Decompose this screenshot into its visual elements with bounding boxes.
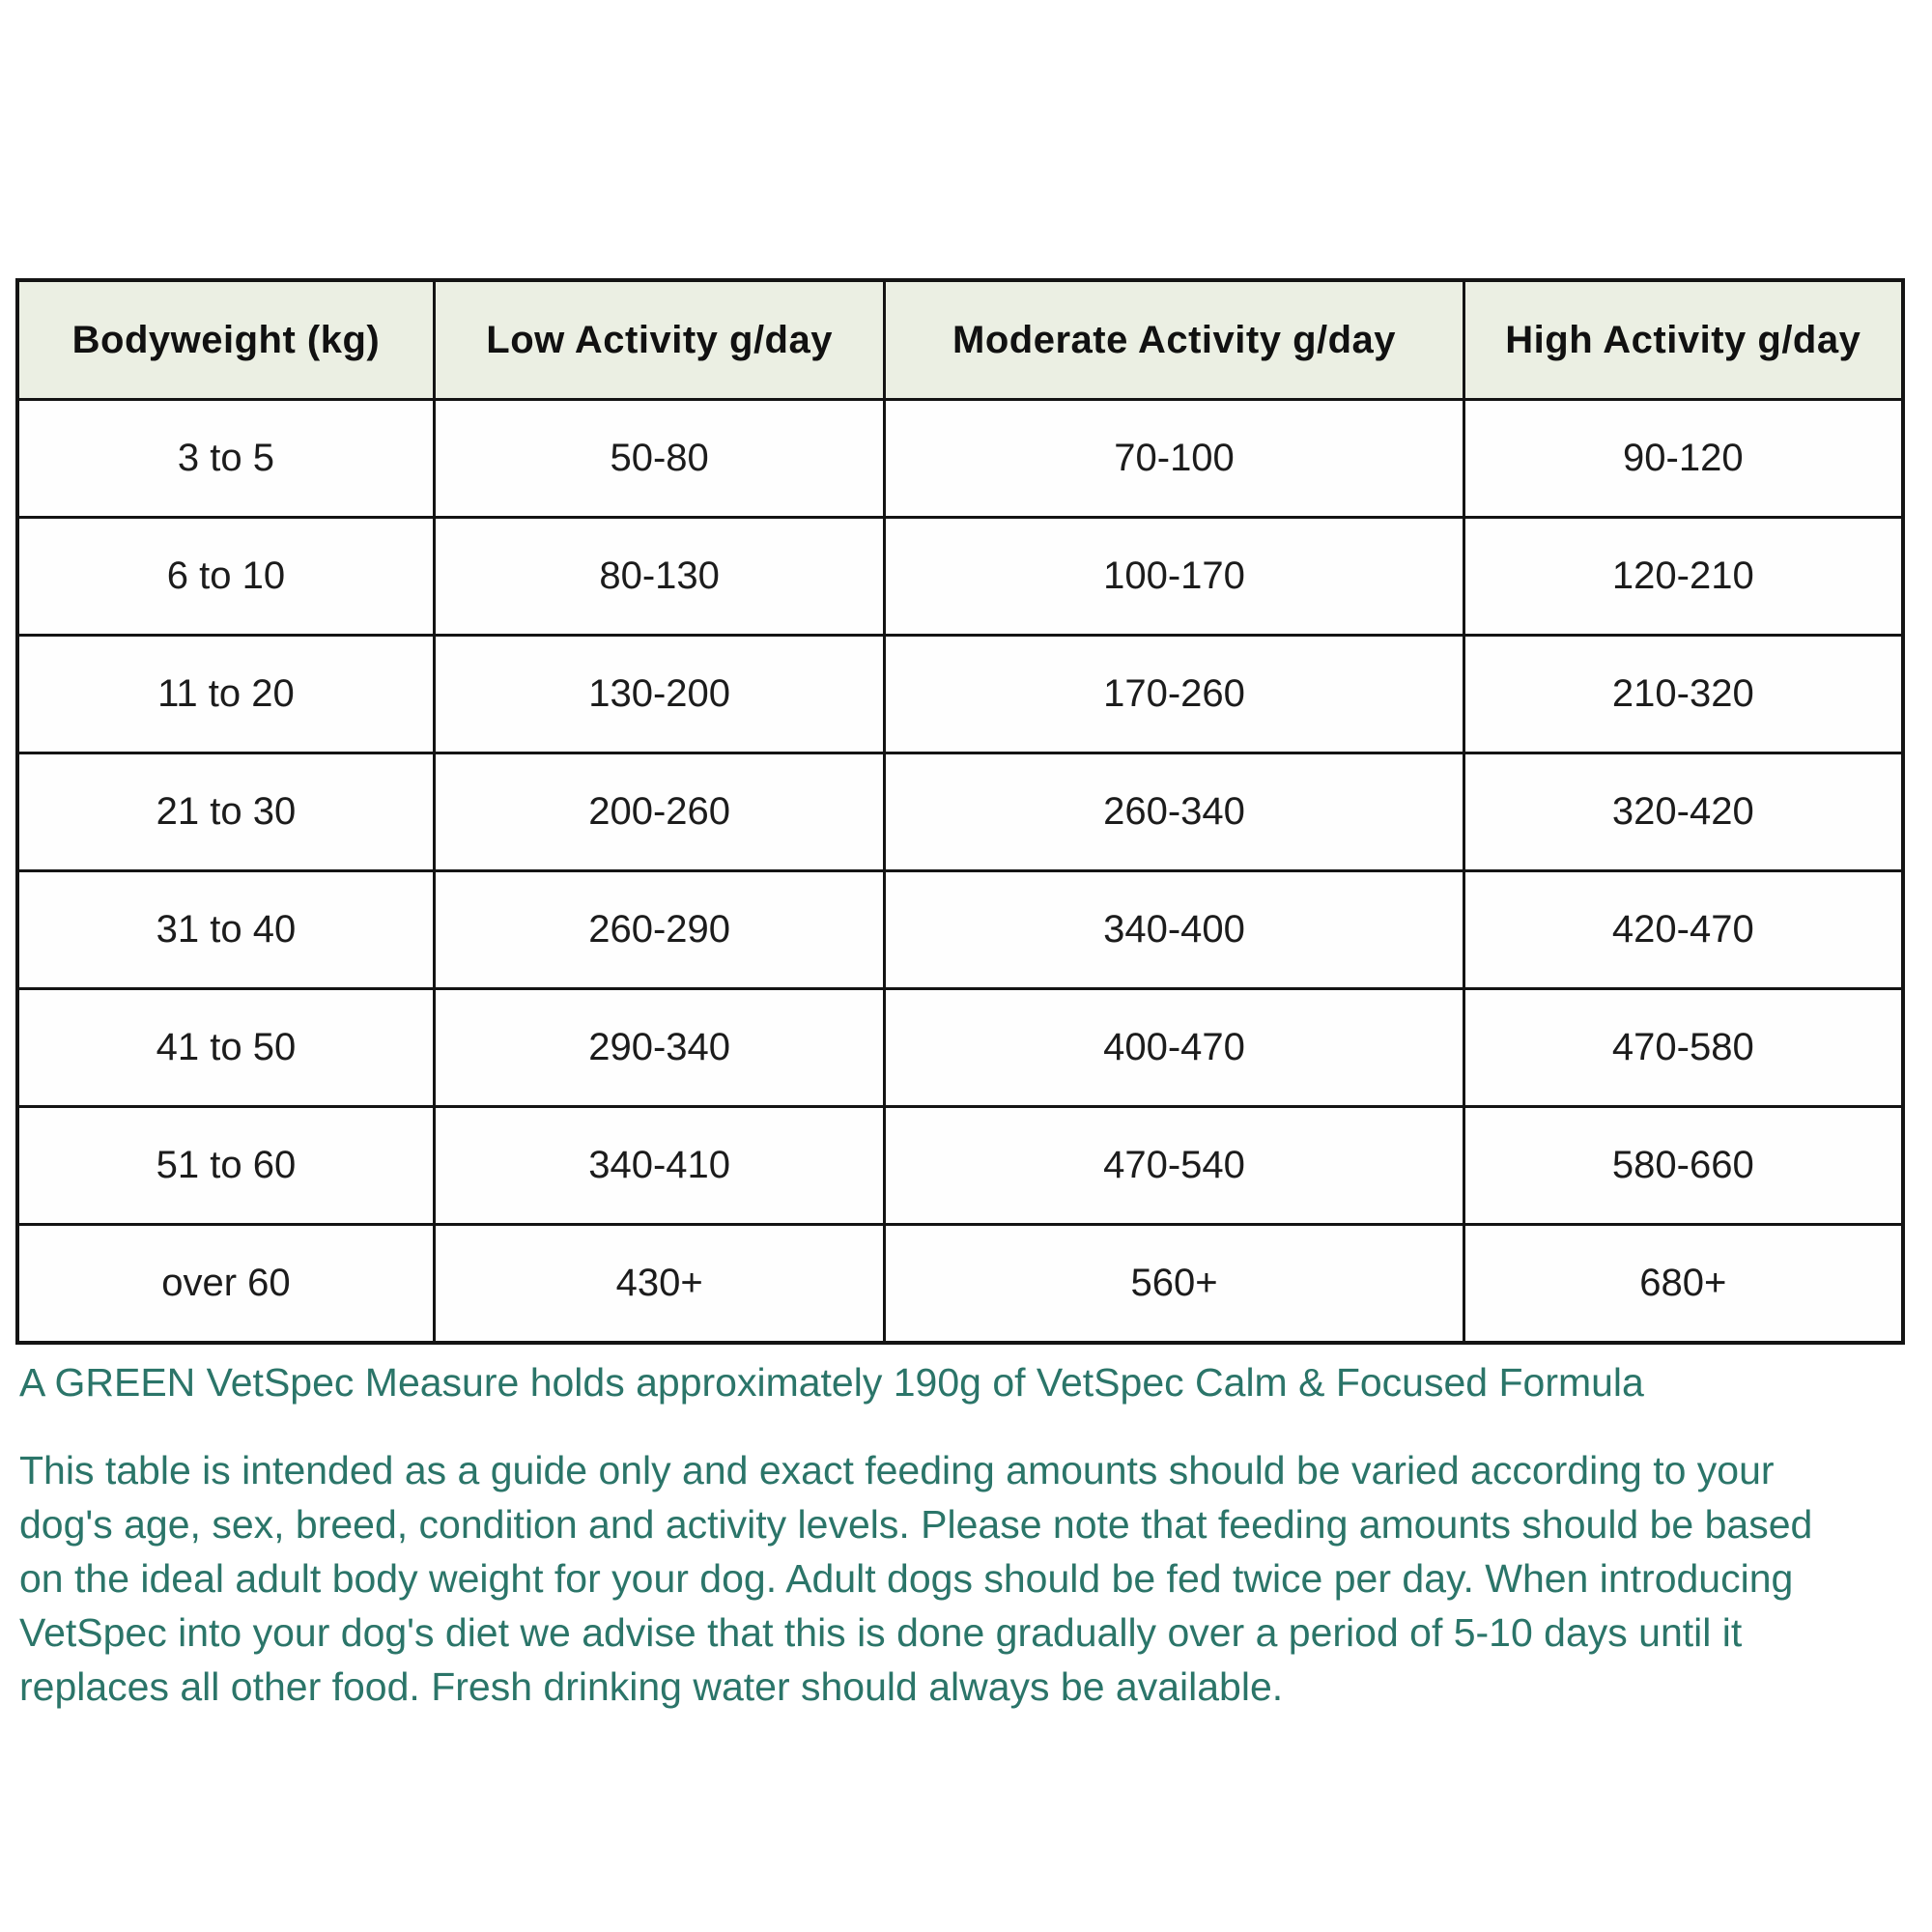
- col-header-bodyweight: Bodyweight (kg): [17, 280, 434, 400]
- cell-moderate-activity: 170-260: [885, 636, 1463, 753]
- cell-bodyweight: 31 to 40: [17, 871, 434, 989]
- col-header-moderate-activity: Moderate Activity g/day: [885, 280, 1463, 400]
- cell-bodyweight: 11 to 20: [17, 636, 434, 753]
- cell-low-activity: 50-80: [434, 400, 885, 518]
- table-row: [17, 400, 1903, 518]
- cell-low-activity: 260-290: [434, 871, 885, 989]
- cell-high-activity: 210-320: [1463, 636, 1903, 753]
- cell-bodyweight: 41 to 50: [17, 989, 434, 1107]
- cell-low-activity: 130-200: [434, 636, 885, 753]
- cell-high-activity: 580-660: [1463, 1107, 1903, 1225]
- feeding-guide-table: [15, 278, 1905, 1345]
- table-row: [17, 636, 1903, 753]
- cell-high-activity: 420-470: [1463, 871, 1903, 989]
- cell-moderate-activity: 400-470: [885, 989, 1463, 1107]
- table-row: [17, 753, 1903, 871]
- table-row: [17, 1225, 1903, 1344]
- cell-moderate-activity: 560+: [885, 1225, 1463, 1344]
- cell-low-activity: 290-340: [434, 989, 885, 1107]
- cell-high-activity: 470-580: [1463, 989, 1903, 1107]
- cell-bodyweight: 21 to 30: [17, 753, 434, 871]
- cell-moderate-activity: 100-170: [885, 518, 1463, 636]
- cell-low-activity: 200-260: [434, 753, 885, 871]
- cell-low-activity: 340-410: [434, 1107, 885, 1225]
- feeding-guide-note: This table is intended as a guide only and exact feeding amounts should be varied according to your dog's age, sex, breed, condition and activity levels. Please note that feeding amounts should be based on the ideal adult body weight for your dog. Adult dogs should be fed twice per day. When introducing VetSpec into your dog's diet we advise that this is done gradually over a period of 5-10 days until it replaces all other food. Fresh drinking water should always be available.: [19, 1448, 1813, 1709]
- cell-bodyweight: 3 to 5: [17, 400, 434, 518]
- cell-high-activity: 120-210: [1463, 518, 1903, 636]
- cell-moderate-activity: 70-100: [885, 400, 1463, 518]
- table-row: [17, 989, 1903, 1107]
- cell-moderate-activity: 470-540: [885, 1107, 1463, 1225]
- cell-low-activity: 430+: [434, 1225, 885, 1344]
- feeding-guide-sheet: [15, 278, 1905, 1714]
- cell-bodyweight: 51 to 60: [17, 1107, 434, 1225]
- cell-bodyweight: 6 to 10: [17, 518, 434, 636]
- col-header-high-activity: High Activity g/day: [1463, 280, 1903, 400]
- cell-high-activity: 680+: [1463, 1225, 1903, 1344]
- table-row: [17, 1107, 1903, 1225]
- cell-moderate-activity: 260-340: [885, 753, 1463, 871]
- table-row: [17, 518, 1903, 636]
- cell-bodyweight: over 60: [17, 1225, 434, 1344]
- col-header-low-activity: Low Activity g/day: [434, 280, 885, 400]
- cell-low-activity: 80-130: [434, 518, 885, 636]
- table-row: [17, 871, 1903, 989]
- header-row: [17, 280, 1903, 400]
- cell-high-activity: 90-120: [1463, 400, 1903, 518]
- cell-high-activity: 320-420: [1463, 753, 1903, 871]
- measure-note: A GREEN VetSpec Measure holds approximately 190g of VetSpec Calm & Focused Formula: [19, 1360, 1644, 1405]
- cell-moderate-activity: 340-400: [885, 871, 1463, 989]
